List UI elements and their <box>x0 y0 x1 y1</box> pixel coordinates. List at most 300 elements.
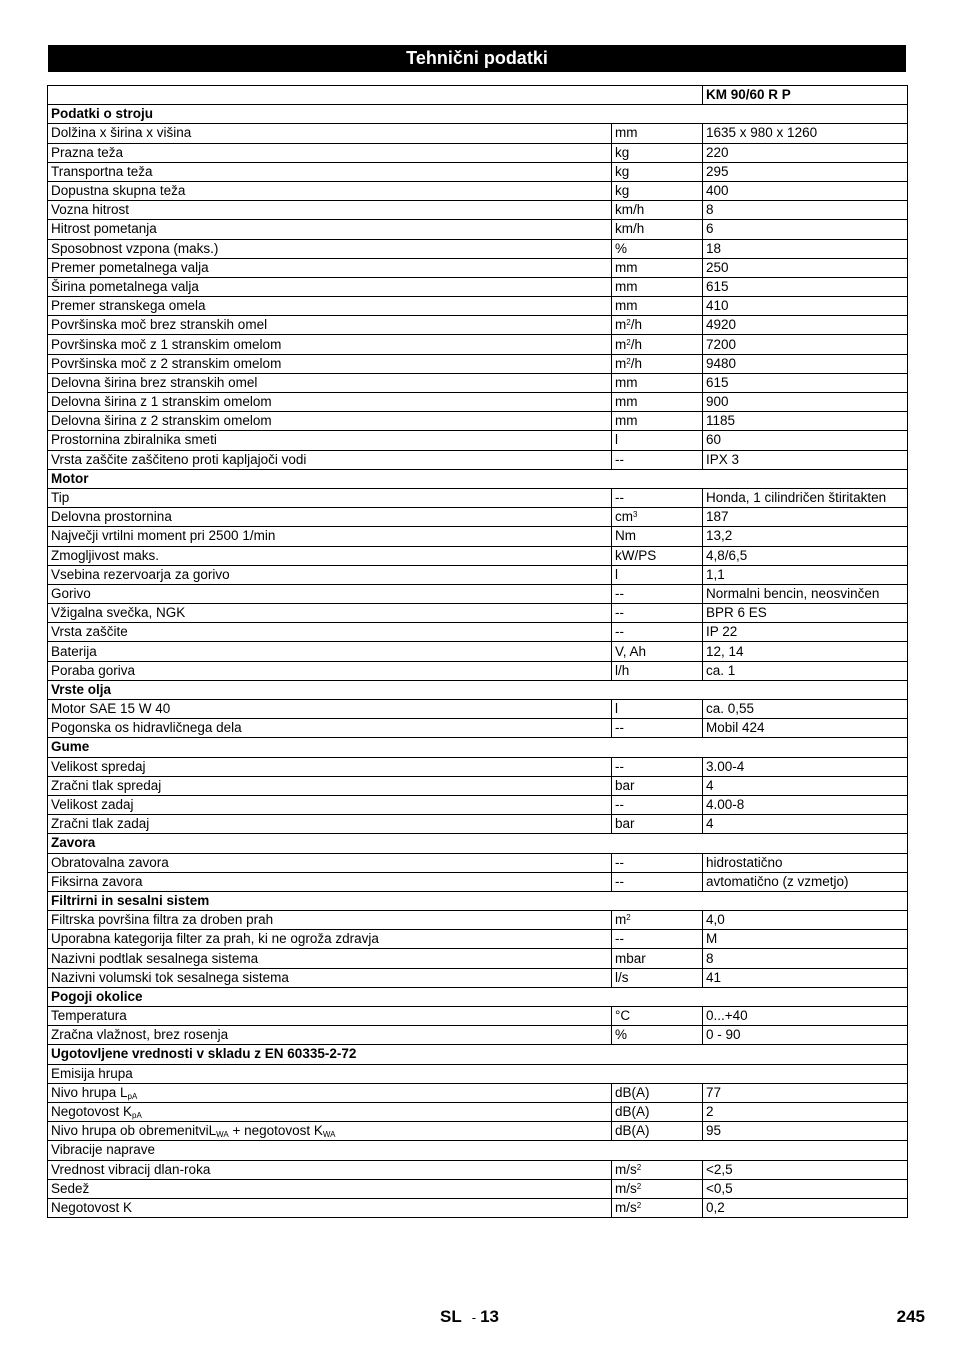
spec-label-text: Temperatura <box>51 1008 127 1024</box>
section-row <box>48 1045 908 1064</box>
spec-value: IP 22 <box>703 623 908 642</box>
spec-label <box>48 776 612 795</box>
spec-label <box>48 949 612 968</box>
spec-value: Mobil 424 <box>703 719 908 738</box>
spec-label <box>48 450 612 469</box>
table-row <box>48 220 908 239</box>
table-row <box>48 1007 908 1026</box>
table-row <box>48 1102 908 1121</box>
spec-unit-text: -- <box>615 720 624 736</box>
table-row <box>48 297 908 316</box>
spec-label <box>48 584 612 603</box>
spec-label <box>48 604 612 623</box>
section-title: Filtrirni in sesalni sistem <box>48 891 908 910</box>
spec-label <box>48 1026 612 1045</box>
spec-unit <box>612 949 703 968</box>
table-row <box>48 719 908 738</box>
table-row <box>48 450 908 469</box>
table-row <box>48 604 908 623</box>
spec-value: 95 <box>703 1122 908 1141</box>
table-row <box>48 1160 908 1179</box>
spec-label-text: Zmogljivost maks. <box>51 547 160 563</box>
model-header: KM 90/60 R P <box>703 86 908 105</box>
spec-unit <box>612 1102 703 1121</box>
spec-unit-tail: /h <box>630 317 642 333</box>
table-row <box>48 623 908 642</box>
section-row <box>48 987 908 1006</box>
spec-value: 1185 <box>703 412 908 431</box>
spec-unit <box>612 1122 703 1141</box>
spec-value: BPR 6 ES <box>703 604 908 623</box>
table-row <box>48 277 908 296</box>
table-row <box>48 412 908 431</box>
spec-label-text: Baterija <box>51 643 97 659</box>
table-row <box>48 239 908 258</box>
spec-unit <box>612 565 703 584</box>
spec-unit <box>612 1160 703 1179</box>
spec-unit-text: l <box>615 432 618 448</box>
spec-value: 3.00-4 <box>703 757 908 776</box>
spec-label <box>48 1122 612 1141</box>
spec-label <box>48 431 612 450</box>
table-row <box>48 143 908 162</box>
spec-label-text: Delovna širina brez stranskih omel <box>51 374 258 390</box>
spec-label-text: Nivo hrupa ob obremenitviL <box>51 1123 217 1139</box>
spec-value: <2,5 <box>703 1160 908 1179</box>
spec-unit <box>612 508 703 527</box>
subsection-row <box>48 1141 908 1160</box>
spec-value: 13,2 <box>703 527 908 546</box>
spec-unit <box>612 700 703 719</box>
spec-unit-text: mm <box>615 298 638 314</box>
section-row <box>48 738 908 757</box>
spec-label-text: Nivo hrupa L <box>51 1084 128 1100</box>
spec-label-text: Dolžina x širina x višina <box>51 125 192 141</box>
spec-label <box>48 815 612 834</box>
spec-value: 4,0 <box>703 911 908 930</box>
spec-unit-text: cm <box>615 509 633 525</box>
spec-unit <box>612 911 703 930</box>
spec-label <box>48 853 612 872</box>
spec-unit-text: bar <box>615 816 635 832</box>
spec-label <box>48 872 612 891</box>
spec-unit-tail: /h <box>630 336 642 352</box>
spec-label-text: Vsebina rezervoarja za gorivo <box>51 566 230 582</box>
spec-label <box>48 1179 612 1198</box>
spec-value: 4 <box>703 776 908 795</box>
footer-language: SL <box>440 1307 462 1326</box>
spec-unit-text: km/h <box>615 221 645 237</box>
spec-value: 41 <box>703 968 908 987</box>
spec-value: 0,2 <box>703 1198 908 1217</box>
spec-unit <box>612 201 703 220</box>
spec-value: 615 <box>703 277 908 296</box>
table-row <box>48 181 908 200</box>
table-header-row <box>48 86 908 105</box>
spec-unit-text: mm <box>615 125 638 141</box>
spec-value: 7200 <box>703 335 908 354</box>
spec-unit-text: °C <box>615 1008 631 1024</box>
spec-unit <box>612 527 703 546</box>
spec-unit-text: m <box>615 355 627 371</box>
spec-label <box>48 124 612 143</box>
spec-unit <box>612 277 703 296</box>
spec-label <box>48 181 612 200</box>
spec-value: 1,1 <box>703 565 908 584</box>
table-row <box>48 795 908 814</box>
section-title: Motor <box>48 469 908 488</box>
spec-label-text: Delovna širina z 2 stranskim omelom <box>51 413 272 429</box>
spec-unit-text: -- <box>615 624 624 640</box>
header-blank-cell <box>48 86 703 105</box>
spec-label-text: Prazna teža <box>51 144 124 160</box>
spec-label <box>48 239 612 258</box>
section-title: Podatki o stroju <box>48 105 908 124</box>
spec-label <box>48 393 612 412</box>
spec-unit-text: -- <box>615 605 624 621</box>
spec-unit-superscript: 2 <box>636 1200 642 1210</box>
spec-unit-text: -- <box>615 451 624 467</box>
table-row <box>48 815 908 834</box>
spec-label-text: Vozna hitrost <box>51 202 130 218</box>
spec-value: 9480 <box>703 354 908 373</box>
spec-unit-text: l/s <box>615 969 629 985</box>
spec-value: Honda, 1 cilindričen štiritakten <box>703 488 908 507</box>
spec-unit-text: V, Ah <box>615 643 647 659</box>
spec-label-text: Površinska moč brez stranskih omel <box>51 317 268 333</box>
spec-unit-text: bar <box>615 777 635 793</box>
spec-unit-text: m <box>615 317 627 333</box>
spec-value: 615 <box>703 373 908 392</box>
spec-unit <box>612 431 703 450</box>
spec-value: 0 - 90 <box>703 1026 908 1045</box>
spec-unit <box>612 1026 703 1045</box>
spec-unit-text: Nm <box>615 528 636 544</box>
spec-unit <box>612 719 703 738</box>
spec-unit <box>612 604 703 623</box>
spec-label-text: Največji vrtilni moment pri 2500 1/min <box>51 528 276 544</box>
table-row <box>48 488 908 507</box>
table-row <box>48 393 908 412</box>
spec-label-text: Velikost spredaj <box>51 758 146 774</box>
spec-unit-text: l/h <box>615 662 630 678</box>
spec-label <box>48 968 612 987</box>
spec-unit-superscript: 2 <box>626 318 631 328</box>
spec-value: hidrostatično <box>703 853 908 872</box>
spec-label <box>48 719 612 738</box>
table-row <box>48 1198 908 1217</box>
spec-unit <box>612 393 703 412</box>
footer-dash: - <box>471 1310 477 1325</box>
spec-label <box>48 642 612 661</box>
technical-data-table <box>47 85 908 1218</box>
table-row <box>48 1179 908 1198</box>
spec-unit-text: dB(A) <box>615 1123 650 1139</box>
spec-unit-text: -- <box>615 797 624 813</box>
spec-unit-tail: /h <box>630 355 642 371</box>
spec-label <box>48 1007 612 1026</box>
spec-unit-text: dB(A) <box>615 1104 650 1120</box>
spec-unit <box>612 143 703 162</box>
spec-unit <box>612 373 703 392</box>
spec-label <box>48 1102 612 1121</box>
spec-unit <box>612 162 703 181</box>
spec-value: IPX 3 <box>703 450 908 469</box>
spec-label-text: Delovna prostornina <box>51 509 172 525</box>
spec-unit <box>612 412 703 431</box>
spec-label <box>48 277 612 296</box>
section-title: Zavora <box>48 834 908 853</box>
spec-unit-text: m <box>615 336 627 352</box>
spec-label <box>48 661 612 680</box>
spec-label-text: Tip <box>51 490 70 506</box>
spec-unit-superscript: 2 <box>636 1162 642 1172</box>
table-row <box>48 584 908 603</box>
spec-unit-text: -- <box>615 490 624 506</box>
spec-label <box>48 911 612 930</box>
spec-value: 2 <box>703 1102 908 1121</box>
spec-value: 4.00-8 <box>703 795 908 814</box>
spec-unit <box>612 757 703 776</box>
spec-value: 8 <box>703 949 908 968</box>
spec-unit-text: m/s <box>615 1180 637 1196</box>
spec-label <box>48 527 612 546</box>
spec-label-text: Premer stranskega omela <box>51 298 206 314</box>
section-title: Vrste olja <box>48 680 908 699</box>
spec-label <box>48 488 612 507</box>
spec-unit <box>612 623 703 642</box>
spec-label-text: Dopustna skupna teža <box>51 183 186 199</box>
spec-unit <box>612 930 703 949</box>
table-row <box>48 661 908 680</box>
spec-unit-superscript: 3 <box>633 510 638 520</box>
spec-unit-text: % <box>615 240 628 256</box>
spec-label <box>48 623 612 642</box>
spec-value: 220 <box>703 143 908 162</box>
spec-label-text: Vrednost vibracij dlan-roka <box>51 1161 211 1177</box>
spec-unit-text: kg <box>615 163 630 179</box>
spec-value: 410 <box>703 297 908 316</box>
spec-unit-text: kW/PS <box>615 547 657 563</box>
table-row <box>48 354 908 373</box>
spec-label-text: Zračni tlak spredaj <box>51 777 162 793</box>
spec-unit <box>612 354 703 373</box>
spec-unit-text: mm <box>615 374 638 390</box>
table-row <box>48 949 908 968</box>
table-row <box>48 546 908 565</box>
spec-label <box>48 354 612 373</box>
spec-label-text: Vrsta zaščite zaščiteno proti kapljajoči vodi <box>51 451 307 467</box>
table-row <box>48 853 908 872</box>
spec-label <box>48 335 612 354</box>
spec-value: avtomatično (z vzmetjo) <box>703 872 908 891</box>
spec-label <box>48 297 612 316</box>
spec-label <box>48 1160 612 1179</box>
section-row <box>48 834 908 853</box>
table-row <box>48 527 908 546</box>
spec-unit <box>612 661 703 680</box>
table-row <box>48 776 908 795</box>
spec-unit-text: -- <box>615 854 624 870</box>
table-body <box>48 86 908 1218</box>
spec-label <box>48 220 612 239</box>
section-title: Ugotovljene vrednosti v skladu z EN 60335-2-72 <box>48 1045 908 1064</box>
spec-unit <box>612 297 703 316</box>
spec-value: 4920 <box>703 316 908 335</box>
spec-unit-text: dB(A) <box>615 1084 650 1100</box>
spec-value: 12, 14 <box>703 642 908 661</box>
spec-label-subscript: WA <box>322 1130 336 1140</box>
spec-label <box>48 258 612 277</box>
spec-unit <box>612 968 703 987</box>
spec-value: 8 <box>703 201 908 220</box>
spec-label-text: Zračni tlak zadaj <box>51 816 150 832</box>
spec-unit-text: km/h <box>615 202 645 218</box>
spec-label <box>48 930 612 949</box>
spec-unit-superscript: 2 <box>626 337 631 347</box>
spec-label-text: Fiksirna zavora <box>51 873 143 889</box>
subsection-row <box>48 1064 908 1083</box>
spec-value: Normalni bencin, neosvinčen <box>703 584 908 603</box>
page-title: Tehnični podatki <box>48 45 906 72</box>
spec-unit <box>612 853 703 872</box>
spec-unit-text: m/s <box>615 1199 637 1215</box>
spec-value: 4 <box>703 815 908 834</box>
spec-unit-text: mm <box>615 394 638 410</box>
spec-label <box>48 1083 612 1102</box>
spec-label <box>48 412 612 431</box>
spec-unit <box>612 642 703 661</box>
table-row <box>48 757 908 776</box>
spec-unit <box>612 181 703 200</box>
spec-label-text: Površinska moč z 1 stranskim omelom <box>51 336 282 352</box>
spec-unit-text: -- <box>615 585 624 601</box>
table-row <box>48 700 908 719</box>
spec-label-text: Uporabna kategorija filter za prah, ki ne ogroža zdravja <box>51 931 379 947</box>
section-row <box>48 105 908 124</box>
spec-label-subscript: WA <box>216 1130 229 1140</box>
spec-label-text: Transportna teža <box>51 163 153 179</box>
spec-label <box>48 1198 612 1217</box>
spec-unit <box>612 239 703 258</box>
spec-label <box>48 143 612 162</box>
spec-unit <box>612 776 703 795</box>
spec-unit-text: mm <box>615 278 638 294</box>
spec-label-text: Negotovost K <box>51 1199 133 1215</box>
spec-label-text: Poraba goriva <box>51 662 136 678</box>
spec-unit-text: l <box>615 701 618 717</box>
spec-value: 18 <box>703 239 908 258</box>
spec-label-text: Filtrska površina filtra za droben prah <box>51 912 274 928</box>
spec-label-text: Površinska moč z 2 stranskim omelom <box>51 355 282 371</box>
spec-value: 4,8/6,5 <box>703 546 908 565</box>
spec-label-text: Hitrost pometanja <box>51 221 157 237</box>
spec-label-text: Vrsta zaščite <box>51 624 128 640</box>
table-row <box>48 872 908 891</box>
spec-unit <box>612 258 703 277</box>
table-row <box>48 1026 908 1045</box>
spec-unit <box>612 872 703 891</box>
spec-unit <box>612 450 703 469</box>
spec-label-text: Gorivo <box>51 585 91 601</box>
table-row <box>48 911 908 930</box>
spec-unit <box>612 815 703 834</box>
table-row <box>48 1122 908 1141</box>
spec-value: 6 <box>703 220 908 239</box>
spec-unit-text: l <box>615 566 618 582</box>
spec-unit-text: kg <box>615 183 630 199</box>
table-row <box>48 431 908 450</box>
table-row <box>48 335 908 354</box>
spec-unit-superscript: 2 <box>626 356 631 366</box>
spec-label-text: Širina pometalnega valja <box>51 278 199 294</box>
spec-value: M <box>703 930 908 949</box>
spec-unit <box>612 488 703 507</box>
spec-unit-text: % <box>615 1027 628 1043</box>
spec-unit <box>612 316 703 335</box>
spec-label <box>48 757 612 776</box>
spec-label-text: Obratovalna zavora <box>51 854 169 870</box>
spec-unit-text: -- <box>615 873 624 889</box>
spec-unit <box>612 584 703 603</box>
spec-unit <box>612 1007 703 1026</box>
section-row <box>48 680 908 699</box>
spec-label-text: Nazivni podtlak sesalnega sistema <box>51 950 259 966</box>
spec-unit-text: mm <box>615 259 638 275</box>
spec-label-text: Zračna vlažnost, brez rosenja <box>51 1027 229 1043</box>
spec-label-text: Motor SAE 15 W 40 <box>51 701 171 717</box>
spec-label <box>48 508 612 527</box>
spec-label-text: Premer pometalnega valja <box>51 259 209 275</box>
spec-unit <box>612 1198 703 1217</box>
table-row <box>48 565 908 584</box>
spec-value: 295 <box>703 162 908 181</box>
spec-unit-superscript: 2 <box>636 1181 642 1191</box>
spec-label <box>48 316 612 335</box>
spec-label-text: Nazivni volumski tok sesalnega sistema <box>51 969 289 985</box>
spec-value: 0...+40 <box>703 1007 908 1026</box>
footer-section-page: 13 <box>480 1307 499 1326</box>
spec-unit <box>612 546 703 565</box>
table-row <box>48 124 908 143</box>
section-title: Pogoji okolice <box>48 987 908 1006</box>
spec-value: 1635 x 980 x 1260 <box>703 124 908 143</box>
table-row <box>48 1083 908 1102</box>
table-row <box>48 201 908 220</box>
spec-label <box>48 373 612 392</box>
subsection-title: Vibracije naprave <box>48 1141 908 1160</box>
spec-label <box>48 795 612 814</box>
section-title: Gume <box>48 738 908 757</box>
spec-value: 77 <box>703 1083 908 1102</box>
spec-label <box>48 700 612 719</box>
spec-value: ca. 0,55 <box>703 700 908 719</box>
section-row <box>48 469 908 488</box>
spec-label-text: Velikost zadaj <box>51 797 134 813</box>
spec-label-text: Delovna širina z 1 stranskim omelom <box>51 394 272 410</box>
spec-label-tail: + negotovost K <box>228 1123 323 1139</box>
table-row <box>48 930 908 949</box>
spec-unit <box>612 335 703 354</box>
spec-unit <box>612 1083 703 1102</box>
table-row <box>48 373 908 392</box>
spec-value: 900 <box>703 393 908 412</box>
footer-language-page <box>440 1307 499 1327</box>
spec-label-text: Vžigalna svečka, NGK <box>51 605 186 621</box>
spec-value: ca. 1 <box>703 661 908 680</box>
footer-page-number: 245 <box>896 1307 925 1326</box>
spec-value: 400 <box>703 181 908 200</box>
